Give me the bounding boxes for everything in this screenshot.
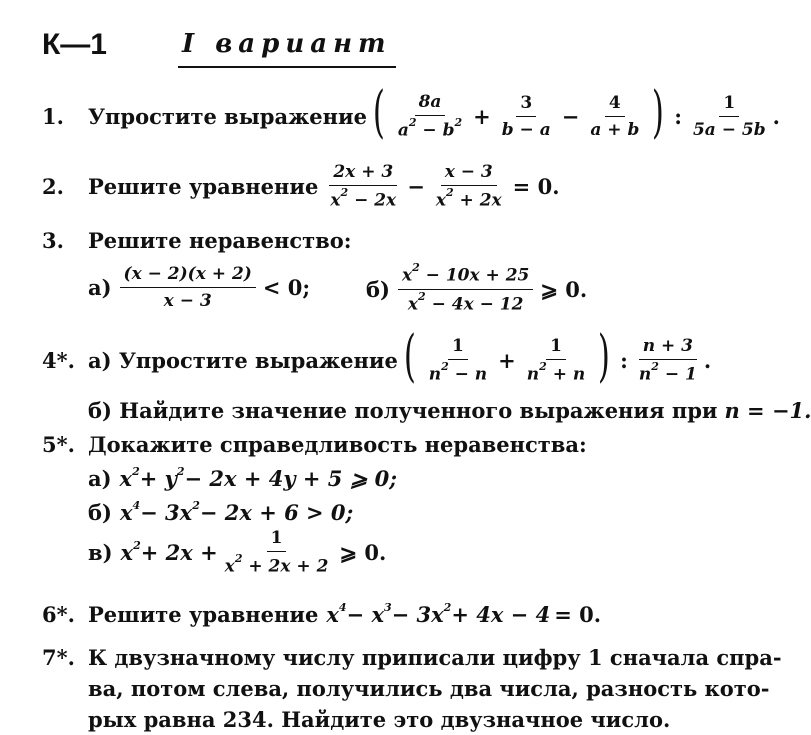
task-5-part-b: б) $x^4- 3x^2- 2x + 6 > 0$; bbox=[88, 499, 354, 525]
variant-underline bbox=[178, 66, 396, 68]
task-number: 3. bbox=[42, 228, 64, 253]
task-3-part-b: б) $\frac{x^2 - 10x + 25}{x^2 - 4x - 12}$ ⩾ 0. bbox=[366, 261, 588, 315]
fraction: $\frac{1}{n^2 + n}$ bbox=[526, 335, 586, 385]
fraction: $\frac{x^2 - 10x + 25}{x^2 - 4x - 12}$ bbox=[398, 264, 533, 314]
task-6: 6*. Решите уравнение $x^4- x^3- 3x^2+ 4x - 4$ = 0. bbox=[42, 601, 602, 627]
fraction: $\frac{3}{b - a}$ bbox=[501, 92, 551, 140]
fraction: $\frac{(x - 2)(x + 2)}{x - 3}$ bbox=[120, 264, 256, 311]
fraction: $\frac{1}{5a - 5b}$ bbox=[692, 92, 766, 140]
task-3 bbox=[42, 228, 351, 253]
task-number: 6*. bbox=[42, 602, 75, 627]
task-text-line: К двузначному числу приписали цифру 1 сначала спра- bbox=[88, 645, 782, 670]
left-paren: ( bbox=[403, 324, 416, 389]
fraction: $\frac{x - 3}{x^2 + 2x}$ bbox=[435, 162, 502, 211]
task-7 bbox=[42, 642, 782, 735]
fraction: $\frac{4}{a + b}$ bbox=[590, 92, 640, 140]
task-number: 7*. bbox=[42, 645, 75, 670]
task-5-part-c: в) $x^2+ 2x$ + $\frac{1}{x^2 + 2x + 2}$ ⩾ 0. bbox=[88, 528, 387, 577]
task-4-part-b: б) Найдите значение полученного выражения при n = −1. bbox=[88, 398, 811, 423]
variant-title: I вариант bbox=[182, 29, 392, 59]
right-paren: ) bbox=[652, 80, 665, 145]
task-text: Докажите справедливость неравенства: bbox=[88, 432, 587, 457]
task-number: 1. bbox=[42, 103, 64, 129]
task-text-line: рых равна 234. Найдите это двузначное число. bbox=[88, 707, 671, 732]
fraction: $\frac{2x + 3}{x^2 - 2x}$ bbox=[330, 162, 397, 211]
task-2: 2. Решите уравнение $\frac{2x + 3}{x^2 - 2x}$ − $\frac{x - 3}{x^2 + 2x}$ = 0. bbox=[42, 162, 560, 211]
fraction: $\frac{n + 3}{n^2 - 1}$ bbox=[638, 335, 697, 385]
task-5-part-a: а) $x^2+ y^2- 2x + 4y + 5$ ⩾ 0; bbox=[88, 465, 397, 491]
task-number: 2. bbox=[42, 173, 64, 199]
task-text: Решите уравнение bbox=[88, 602, 319, 627]
task-text-line: ва, потом слева, получились два числа, разность кото- bbox=[88, 676, 770, 701]
task-text: Решите уравнение bbox=[88, 173, 319, 199]
right-paren: ) bbox=[598, 324, 611, 389]
task-number: 4*. bbox=[42, 347, 75, 373]
left-paren: ( bbox=[372, 80, 385, 145]
fraction: $\frac{1}{n^2 - n}$ bbox=[428, 335, 488, 385]
task-5 bbox=[42, 432, 587, 457]
task-text: Упростите выражение bbox=[88, 103, 367, 129]
task-4: 4*. а) Упростите выражение ( $\frac{1}{n^2 - n}$ + $\frac{1}{n^2 + n}$ ) : $\frac{n + 3}{n^2 - 1}$ . bbox=[42, 324, 712, 389]
fraction: $\frac{1}{x^2 + 2x + 2}$ bbox=[224, 528, 329, 577]
task-number: 5*. bbox=[42, 432, 75, 457]
worksheet-code: К—1 bbox=[42, 28, 107, 61]
task-text: а) Упростите выражение bbox=[88, 347, 398, 373]
task-text: Решите неравенство: bbox=[88, 228, 352, 253]
fraction: $\frac{8a}{a^2 - b^2}$ bbox=[397, 91, 463, 141]
task-3-part-a: а) $\frac{(x - 2)(x + 2)}{x - 3}$ < 0; bbox=[88, 264, 311, 311]
task-1: 1. Упростите выражение ( $\frac{8a}{a^2 - b^2}$ + $\frac{3}{b - a}$ − $\frac{4}{a + b}$ ) : $\frac{1}{5a - 5b}$ . bbox=[42, 80, 780, 145]
